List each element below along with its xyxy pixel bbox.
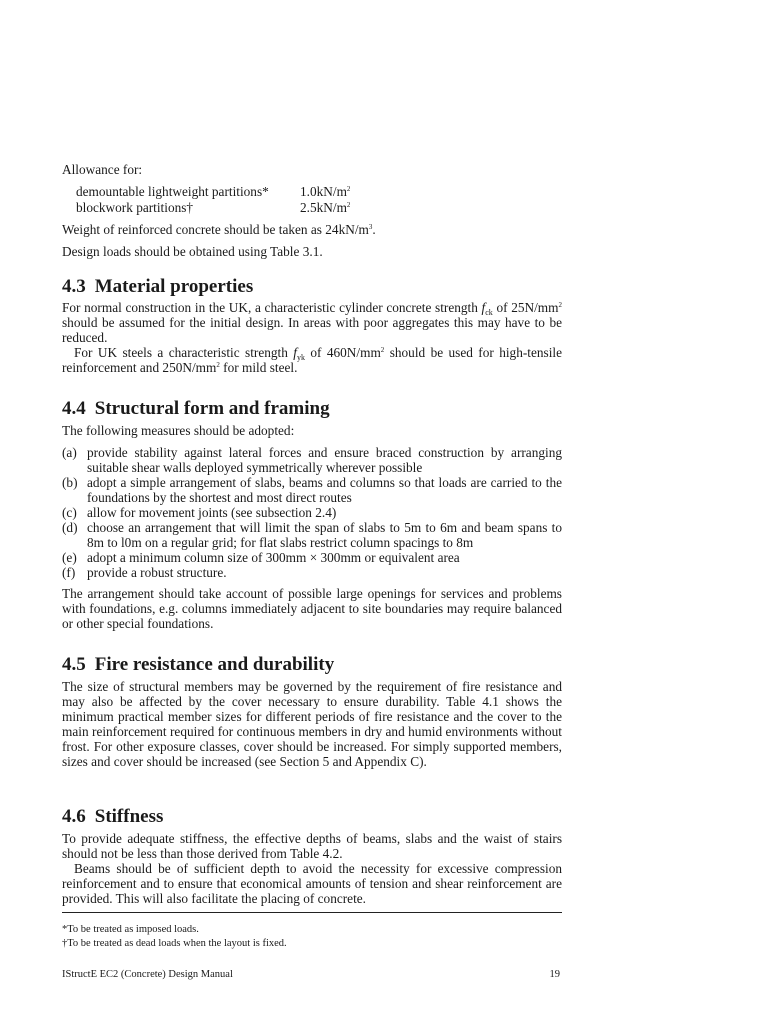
concrete-weight-text: Weight of reinforced concrete should be taken as $24kN/m^3$. bbox=[62, 222, 376, 237]
section-heading-4-5: 4.5 Fire resistance and durability bbox=[62, 654, 335, 675]
material-properties-paragraph: For normal construction in the UK, a characteristic cylinder concrete strength $f_{ck}$ of $25N/mm^2$ should be assumed for the initial design. In areas with poor aggregates this may have to be reduced. bbox=[62, 300, 562, 345]
document-page bbox=[62, 0, 562, 1024]
list-item: (f) provide a robust structure. bbox=[62, 565, 227, 580]
allowance-label: demountable lightweight partitions* bbox=[76, 184, 269, 199]
allowance-value: $1.0kN/m^2$ bbox=[300, 184, 351, 199]
allowance-label: blockwork partitions† bbox=[76, 200, 194, 215]
design-loads-text: Design loads should be obtained using Table 3.1. bbox=[62, 244, 323, 259]
footnote-imposed-loads: *To be treated as imposed loads. bbox=[62, 924, 199, 935]
allowance-heading: Allowance for: bbox=[62, 162, 143, 177]
section-heading-4-3: 4.3 Material properties bbox=[62, 276, 254, 297]
beam-depth-paragraph: Beams should be of sufficient depth to avoid the necessity for excessive compression reinforcement and to ensure that economical amounts of tension and shear reinforcement are provided. This will also facilitate the placing of concrete. bbox=[62, 861, 562, 906]
list-item: (b) adopt a simple arrangement of slabs, beams and columns so that loads are carried to the foundations by the shortest and most direct routes bbox=[62, 475, 562, 505]
list-item: (c) allow for movement joints (see subsection 2.4) bbox=[62, 505, 337, 520]
footer-publication-title: IStructE EC2 (Concrete) Design Manual bbox=[62, 969, 233, 980]
stiffness-paragraph: To provide adequate stiffness, the effective depths of beams, slabs and the waist of stairs should not be less than those derived from Table 4.2. bbox=[62, 831, 562, 861]
list-item: (d) choose an arrangement that will limit the span of slabs to 5m to 6m and beam spans to 8m to l0m on a regular grid; for flat slabs restrict column spacings to 8m bbox=[62, 520, 562, 550]
page-number: 19 bbox=[549, 969, 560, 980]
footnote-dead-loads: †To be treated as dead loads when the layout is fixed. bbox=[62, 938, 287, 949]
framing-measures-list bbox=[62, 445, 562, 580]
steel-strength-paragraph: For UK steels a characteristic strength $f_{yk}$ of $460N/mm^2$ should be used for high-tensile reinforcement and $250N/mm^2$ for mild steel. bbox=[62, 345, 562, 375]
list-item: (e) adopt a minimum column size of 300mm × 300mm or equivalent area bbox=[62, 550, 460, 565]
page-footer bbox=[62, 968, 562, 981]
framing-intro: The following measures should be adopted: bbox=[62, 423, 295, 438]
list-item: (a) provide stability against lateral forces and ensure braced construction by arranging suitable shear walls deployed symmetrically wherever possible bbox=[62, 445, 562, 475]
footnote-divider bbox=[62, 912, 562, 913]
allowance-value: $2.5kN/m^2$ bbox=[300, 200, 351, 215]
fire-resistance-paragraph: The size of structural members may be governed by the requirement of fire resistance and may also be affected by the cover necessary to ensure durability. Table 4.1 shows the minimum practical member sizes for different periods of fire resistance and the cover to the main reinforcement required for continuous members in dry and humid environments without frost. For other exposure classes, cover should be increased. For simply supported members, sizes and cover should be increased (see Section 5 and Appendix C). bbox=[62, 679, 562, 769]
section-heading-4-4: 4.4 Structural form and framing bbox=[62, 398, 330, 419]
framing-closing-paragraph: The arrangement should take account of possible large openings for services and problems with foundations, e.g. columns immediately adjacent to site boundaries may require balanced or other special foundations. bbox=[62, 586, 562, 631]
section-heading-4-6: 4.6 Stiffness bbox=[62, 806, 164, 827]
